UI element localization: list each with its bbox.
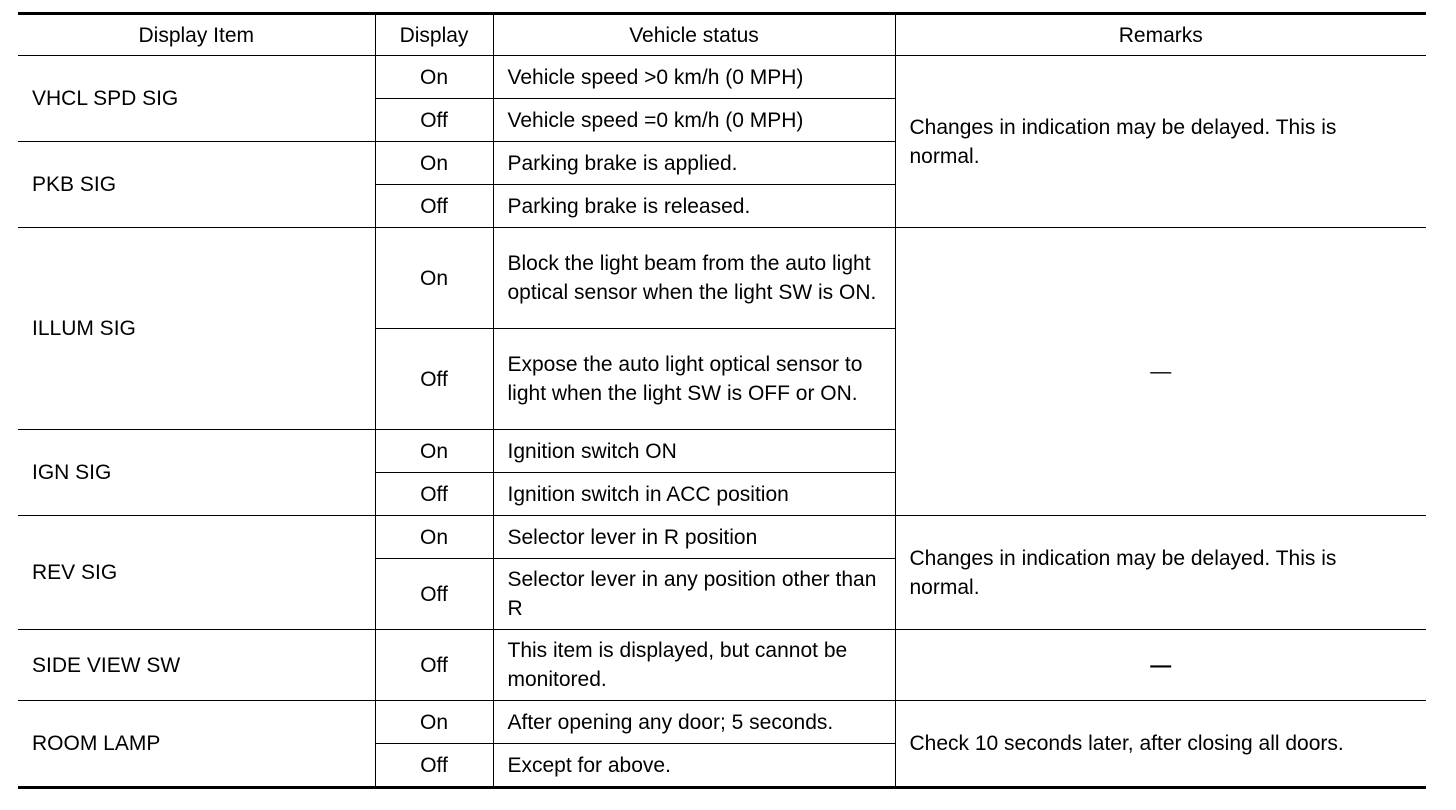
display-value: Off [375,630,493,701]
remark-dash: — [895,630,1426,701]
display-value: On [375,142,493,185]
vehicle-status: Vehicle speed =0 km/h (0 MPH) [493,99,895,142]
vehicle-status: Parking brake is applied. [493,142,895,185]
display-value: On [375,56,493,99]
item-illum-sig: ILLUM SIG [18,228,375,430]
header-row [18,14,1426,56]
vehicle-status: Block the light beam from the auto light optical sensor when the light SW is ON. [493,228,895,329]
item-pkb-sig: PKB SIG [18,142,375,228]
display-value: Off [375,99,493,142]
table-row [18,701,1426,744]
display-item-table-container [18,12,1426,789]
remark-room-lamp: Check 10 seconds later, after closing all doors. [895,701,1426,788]
item-ign-sig: IGN SIG [18,430,375,516]
remark-delayed: Changes in indication may be delayed. This is normal. [895,56,1426,228]
vehicle-status: Selector lever in any position other than R [493,559,895,630]
item-rev-sig: REV SIG [18,516,375,630]
vehicle-status: Parking brake is released. [493,185,895,228]
remark-dash: — [895,228,1426,516]
display-item-table [18,12,1426,789]
table-row [18,516,1426,559]
item-vhcl-spd-sig: VHCL SPD SIG [18,56,375,142]
display-value: On [375,701,493,744]
vehicle-status: Selector lever in R position [493,516,895,559]
vehicle-status: Ignition switch ON [493,430,895,473]
item-room-lamp: ROOM LAMP [18,701,375,788]
header-remarks: Remarks [895,14,1426,56]
vehicle-status: This item is displayed, but cannot be monitored. [493,630,895,701]
vehicle-status: After opening any door; 5 seconds. [493,701,895,744]
header-vehicle-status: Vehicle status [493,14,895,56]
header-display: Display [375,14,493,56]
table-row [18,228,1426,329]
display-value: Off [375,473,493,516]
header-display-item: Display Item [18,14,375,56]
table-row [18,630,1426,701]
table-row [18,56,1426,99]
item-side-view-sw: SIDE VIEW SW [18,630,375,701]
display-value: On [375,516,493,559]
remark-delayed: Changes in indication may be delayed. This is normal. [895,516,1426,630]
display-value: Off [375,559,493,630]
display-value: Off [375,329,493,430]
vehicle-status: Vehicle speed >0 km/h (0 MPH) [493,56,895,99]
display-value: Off [375,185,493,228]
display-value: Off [375,744,493,788]
vehicle-status: Except for above. [493,744,895,788]
display-value: On [375,430,493,473]
vehicle-status: Expose the auto light optical sensor to light when the light SW is OFF or ON. [493,329,895,430]
vehicle-status: Ignition switch in ACC position [493,473,895,516]
display-value: On [375,228,493,329]
